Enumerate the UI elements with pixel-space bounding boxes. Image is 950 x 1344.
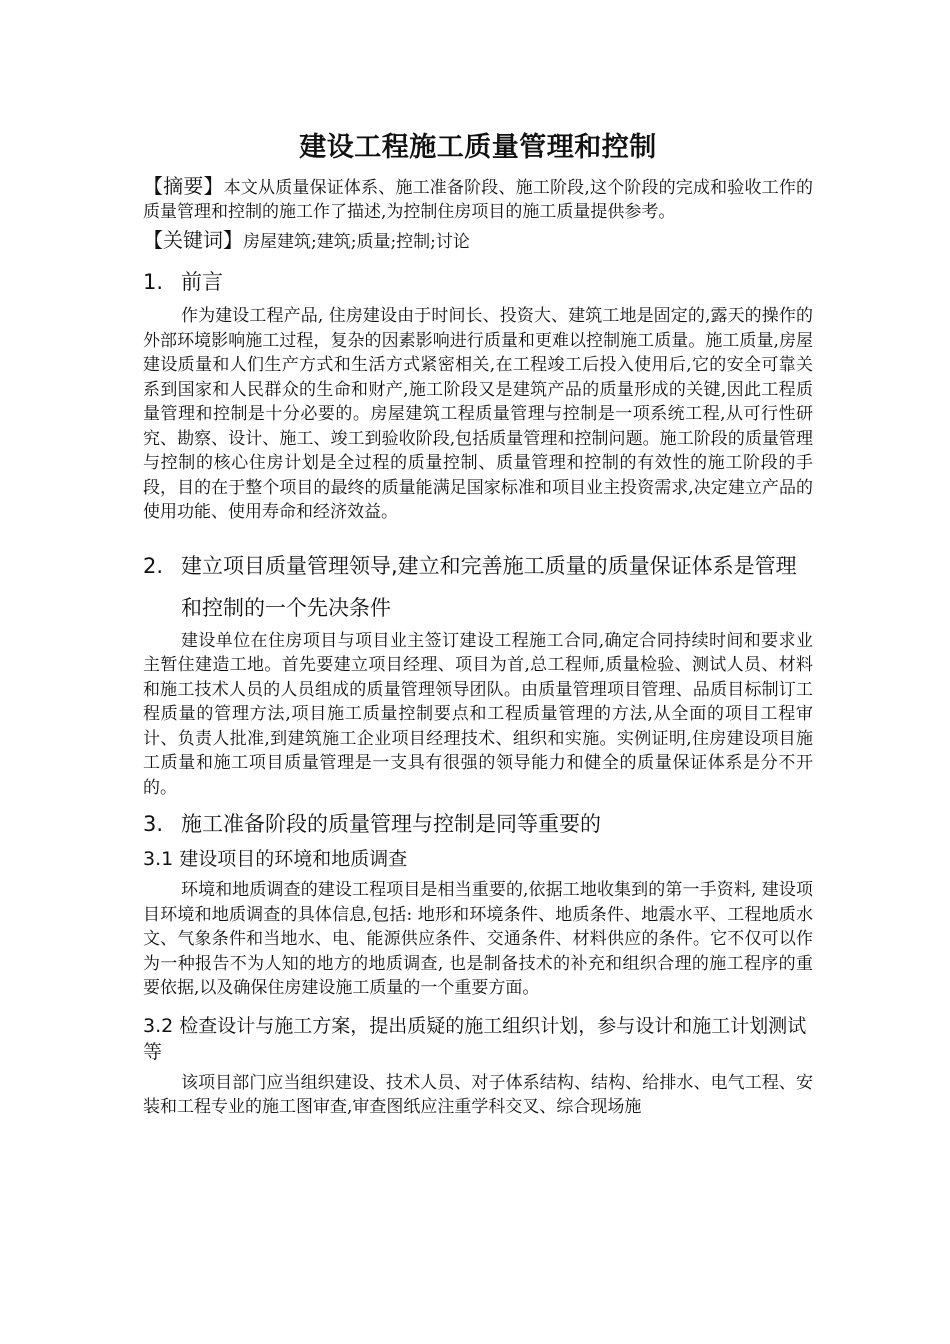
subsection-3-2-paragraph: 该项目部门应当组织建设、技术人员、对子体系结构、结构、给排水、电气工程、安装和工程专业的施工图审查,审查图纸应注重学科交叉、综合现场施 xyxy=(143,1072,813,1117)
subsection-3-1-heading: 3.1 建设项目的环境和地质调查 xyxy=(143,848,408,870)
section-1-paragraph: 作为建设工程产品, 住房建设由于时间长、投资大、建筑工地是固定的,露天的操作的外部环境影响施工过程，复杂的因素影响进行质量和更难以控制施工质量。施工质量,房屋建设质量和人们生产方式和生活方式紧密相关,在工程竣工后投入使用后,它的安全可靠关系到国家和人民群众的生命和财产,施工阶段又是建筑产品的质量形成的关键,因此工程质量管理和控制是十分必要的。房屋建筑工程质量管理与控制是一项系统工程,从可行性研究、勘察、设计、施工、竣工到验收阶段,包括质量管理和控制问题。施工阶段的质量管理与控制的核心住房计划是全过程的质量控制、质量管理和控制的有效性的施工阶段的手段，目的在于整个项目的最终的质量能满足国家标准和项目业主投资需求,决定建立产品的使用功能、使用寿命和经济效益。 xyxy=(143,306,813,522)
subsection-3-1-paragraph: 环境和地质调查的建设工程项目是相当重要的,依据工地收集到的第一手资料, 建设项目环境和地质调查的具体信息,包括: 地形和环境条件、地质条件、地震水平、工程地质水文、气象条件和当地水、电、能源供应条件、交通条件、材料供应的条件。它不仅可以作为一种报告不为人知的地方的地质调查, 也是制备技术的补充和组织合理的施工程序的重要依据,以及确保住房建设施工质量的一个重要方面。 xyxy=(143,880,813,998)
document-title: 建设工程施工质量管理和控制 xyxy=(299,132,657,163)
document-page xyxy=(143,128,813,1120)
section-1-heading xyxy=(143,268,813,296)
section-2-paragraph: 建设单位在住房项目与项目业主签订建设工程施工合同,确定合同持续时间和要求业主暂住建造工地。首先要建立项目经理、项目为首,总工程师,质量检验、测试人员、材料和施工技术人员的人员组成的质量管理领导团队。由质量管理项目管理、品质目标制订工程质量的管理方法,项目施工质量控制要点和工程质量管理的方法,从全面的项目工程审计、负责人批准,到建筑施工企业项目经理技术、组织和实施。实例证明,住房建设项目施工质量和施工项目质量管理是一支具有很强的领导能力和健全的质量保证体系是分不开的。 xyxy=(143,630,813,798)
keywords xyxy=(143,226,813,256)
abstract-text: 本文从质量保证体系、施工准备阶段、施工阶段,这个阶段的完成和验收工作的质量管理和控制的施工作了描述,为控制住房项目的施工质量提供参考。 xyxy=(143,178,814,222)
section-2-heading xyxy=(143,545,813,629)
abstract-label: 【摘要】 xyxy=(143,174,224,198)
section-title: 前言 xyxy=(181,270,223,294)
keywords-label: 【关键词】 xyxy=(143,228,243,252)
section-number: 3. xyxy=(143,812,164,836)
abstract xyxy=(143,174,813,224)
section-number: 2. xyxy=(143,553,164,578)
section-3-heading xyxy=(143,810,813,838)
section-title: 施工准备阶段的质量管理与控制是同等重要的 xyxy=(181,812,601,836)
subsection-3-2-heading: 3.2 检查设计与施工方案，提出质疑的施工组织计划，参与设计和施工计划测试等 xyxy=(143,1014,807,1063)
keywords-text: 房屋建筑;建筑;质量;控制;讨论 xyxy=(243,232,470,252)
section-title: 建立项目质量管理领导,建立和完善施工质量的质量保证体系是管理和控制的一个先决条件 xyxy=(181,553,797,620)
section-number: 1. xyxy=(143,270,164,294)
